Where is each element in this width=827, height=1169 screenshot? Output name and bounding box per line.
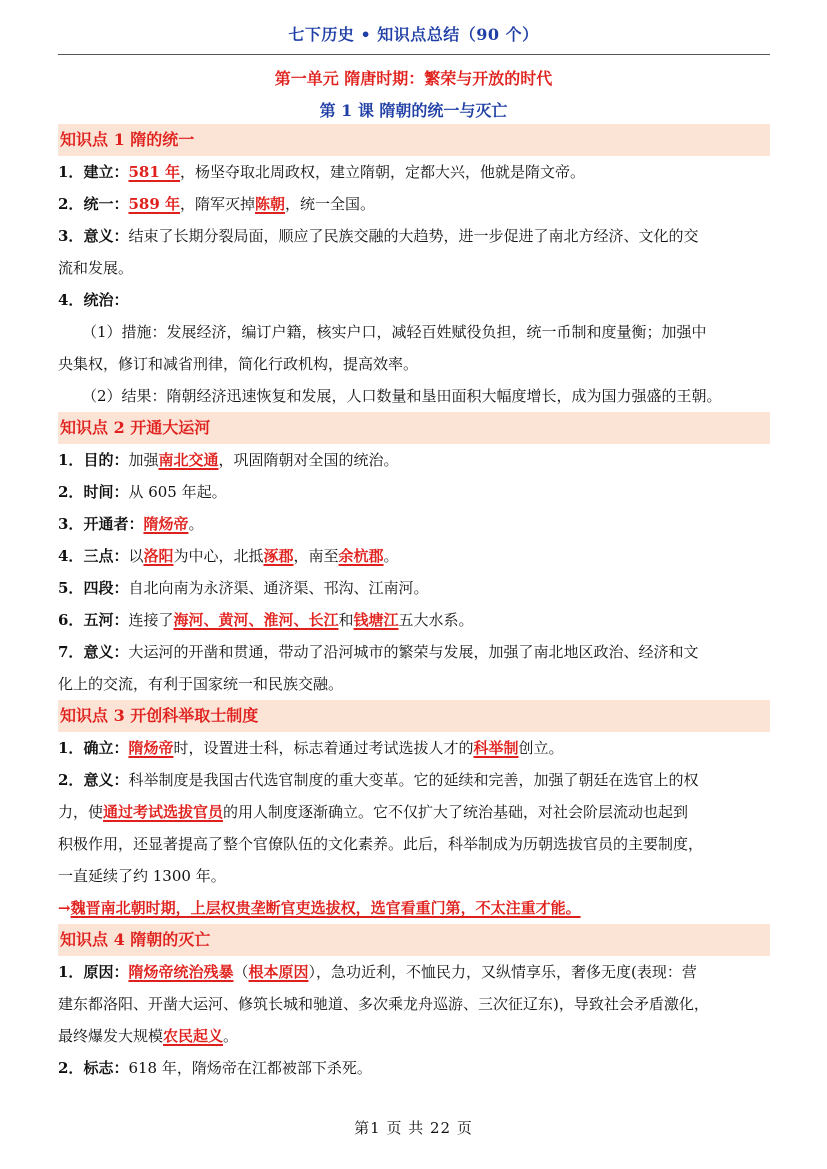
kp2-rivers-line <box>58 604 770 636</box>
item-label: 目的： <box>83 451 129 469</box>
body-text: 。 <box>383 547 399 565</box>
kp1-measures-line-cont <box>58 348 770 380</box>
kp2-time-line <box>58 476 770 508</box>
body-text: 时，设置进士科，标志着通过考试选拔人才的 <box>173 739 474 757</box>
kp3-meaning-line <box>58 764 770 796</box>
body-text: ，杨坚夺取北周政权，建立隋朝，定都大兴，他就是隋文帝。 <box>180 163 586 181</box>
kp3-meaning-line-2 <box>58 796 770 828</box>
item-number: 3． <box>58 515 84 533</box>
item-number: 1． <box>58 163 84 181</box>
kp1-meaning-line <box>58 220 770 252</box>
item-label: 意义： <box>83 643 129 661</box>
item-label: 标志： <box>83 1059 129 1077</box>
body-text: 大运河的开凿和贯通，带动了沿河城市的繁荣与发展，加强了南北地区政治、经济和文 <box>128 643 699 661</box>
kp2-meaning-line-cont <box>58 668 770 700</box>
item-number: 2． <box>58 1059 84 1077</box>
kp4-sign-line <box>58 1052 770 1084</box>
kp2-purpose-line <box>58 444 770 476</box>
key-term: 海河、黄河、淮河、长江 <box>173 611 339 629</box>
item-number: 2． <box>58 483 84 501</box>
body-text: 一直延续了约 1300 年。 <box>58 867 226 885</box>
key-term: 通过考试选拔官员 <box>103 803 224 821</box>
key-term: 隋炀帝 <box>128 739 174 757</box>
body-text: 化上的交流，有利于国家统一和民族交融。 <box>58 675 344 693</box>
kp4-cause-line-3 <box>58 1020 770 1052</box>
kp1-unify-line <box>58 188 770 220</box>
body-text: 自北向南为永济渠、通济渠、邗沟、江南河。 <box>128 579 429 597</box>
body-text: ，巩固隋朝对全国的统治。 <box>218 451 399 469</box>
kp2-points-line <box>58 540 770 572</box>
body-text: 结束了长期分裂局面，顺应了民族交融的大趋势，进一步促进了南北方经济、文化的交 <box>128 227 699 245</box>
body-text: ），急功近利，不恤民力，又纵情享乐，奢侈无度(表现：营 <box>308 963 697 981</box>
document-title: 七下历史 • 知识点总结（90 个） <box>288 25 539 44</box>
item-label: 意义： <box>83 771 129 789</box>
content-body <box>58 124 770 1084</box>
kp2-opener-line <box>58 508 770 540</box>
kp4-cause-line-2 <box>58 988 770 1020</box>
key-term: 涿郡 <box>263 547 294 565</box>
key-term: 陈朝 <box>255 195 286 213</box>
kp2-header: 知识点 2 开通大运河 <box>58 412 770 444</box>
kp4-cause-line <box>58 956 770 988</box>
kp3-establish-line <box>58 732 770 764</box>
body-text: ，南至 <box>293 547 339 565</box>
key-term: 科举制 <box>473 739 519 757</box>
body-text: 力，使 <box>58 803 104 821</box>
item-label: 意义： <box>83 227 129 245</box>
body-text: （2）结果：隋朝经济迅速恢复和发展，人口数量和垦田面积大幅度增长，成为国力强盛的王朝。 <box>82 387 722 405</box>
item-label: 建立： <box>83 163 129 181</box>
item-number: 1． <box>58 739 84 757</box>
item-label: 统一： <box>83 195 129 213</box>
item-label: 时间： <box>83 483 129 501</box>
body-text: （ <box>233 963 249 981</box>
item-number: 1． <box>58 451 84 469</box>
item-number: 4． <box>58 291 84 309</box>
note-text: 魏晋南北朝时期，上层权贵垄断官吏选拔权，选官看重门第，不太注重才能。 <box>70 899 581 917</box>
arrow-icon: → <box>58 899 71 917</box>
item-label: 开通者： <box>83 515 144 533</box>
item-label: 三点： <box>83 547 129 565</box>
item-number: 2． <box>58 771 84 789</box>
body-text: 最终爆发大规模 <box>58 1027 164 1045</box>
kp3-note-line <box>58 892 770 924</box>
kp1-establish-line <box>58 156 770 188</box>
body-text: 加强 <box>128 451 159 469</box>
key-term: 洛阳 <box>143 547 174 565</box>
body-text: 。 <box>223 1027 239 1045</box>
item-label: 统治： <box>83 291 129 309</box>
key-term: 钱塘江 <box>353 611 399 629</box>
key-term: 隋炀帝统治残暴 <box>128 963 234 981</box>
item-label: 确立： <box>83 739 129 757</box>
item-number: 3． <box>58 227 84 245</box>
page-number-footer: 第1 页 共 22 页 <box>354 1119 473 1137</box>
kp2-meaning-line <box>58 636 770 668</box>
header-divider <box>58 54 770 55</box>
key-term: 隋炀帝 <box>143 515 189 533</box>
body-text: 以 <box>128 547 144 565</box>
body-text: 。 <box>188 515 204 533</box>
body-text: 央集权，修订和减省刑律，简化行政机构，提高效率。 <box>58 355 419 373</box>
body-text: ，统一全国。 <box>285 195 376 213</box>
kp3-meaning-line-3 <box>58 828 770 860</box>
key-term: 农民起义 <box>163 1027 224 1045</box>
body-text: 连接了 <box>128 611 174 629</box>
body-text: 从 605 年起。 <box>128 483 227 501</box>
body-text: 五大水系。 <box>398 611 474 629</box>
key-term: 根本原因 <box>248 963 309 981</box>
key-term: 余杭郡 <box>338 547 384 565</box>
item-number: 7． <box>58 643 84 661</box>
kp1-measures-line <box>58 316 770 348</box>
item-label: 五河： <box>83 611 129 629</box>
kp3-meaning-line-4 <box>58 860 770 892</box>
body-text: 建东都洛阳、开凿大运河、修筑长城和驰道、多次乘龙舟巡游、三次征辽东)，导致社会矛盾激化， <box>58 995 709 1013</box>
body-text: 流和发展。 <box>58 259 134 277</box>
body-text: 和 <box>338 611 354 629</box>
item-number: 2． <box>58 195 84 213</box>
item-label: 四段： <box>83 579 129 597</box>
body-text: ，隋军灭掉 <box>180 195 256 213</box>
body-text: 科举制度是我国古代选官制度的重大变革。它的延续和完善，加强了朝廷在选官上的权 <box>128 771 699 789</box>
item-number: 5． <box>58 579 84 597</box>
body-text: 创立。 <box>518 739 564 757</box>
key-term: 589 年 <box>128 195 180 213</box>
kp1-header: 知识点 1 隋的统一 <box>58 124 770 156</box>
body-text: 积极作用，还显著提高了整个官僚队伍的文化素养。此后，科举制成为历朝选拔官员的主要制度， <box>58 835 704 853</box>
body-text: 618 年，隋炀帝在江都被部下杀死。 <box>128 1059 372 1077</box>
body-text: （1）措施：发展经济，编订户籍，核实户口，减轻百姓赋役负担，统一币制和度量衡；加强中 <box>82 323 707 341</box>
kp2-sections-line <box>58 572 770 604</box>
kp4-header: 知识点 4 隋朝的灭亡 <box>58 924 770 956</box>
kp1-meaning-line-cont <box>58 252 770 284</box>
kp1-results-line <box>58 380 770 412</box>
key-term: 581 年 <box>128 163 180 181</box>
kp1-govern-line <box>58 284 770 316</box>
unit-title: 第一单元 隋唐时期：繁荣与开放的时代 <box>274 69 553 88</box>
item-number: 4． <box>58 547 84 565</box>
item-number: 6． <box>58 611 84 629</box>
body-text: 的用人制度逐渐确立。它不仅扩大了统治基础，对社会阶层流动也起到 <box>223 803 689 821</box>
item-label: 原因： <box>83 963 129 981</box>
item-number: 1． <box>58 963 84 981</box>
kp3-header: 知识点 3 开创科举取士制度 <box>58 700 770 732</box>
lesson-title: 第 1 课 隋朝的统一与灭亡 <box>319 101 508 120</box>
key-term: 南北交通 <box>158 451 219 469</box>
body-text: 为中心，北抵 <box>173 547 264 565</box>
